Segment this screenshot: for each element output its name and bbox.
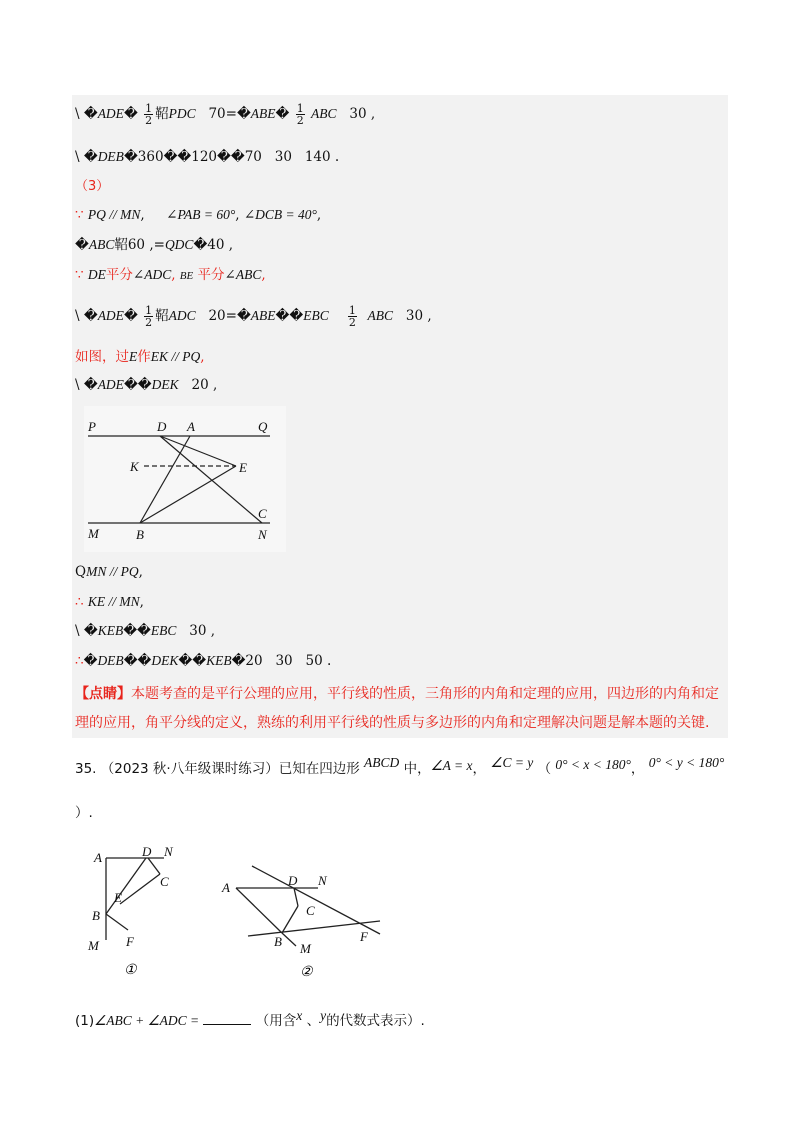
solution-line-9: \ �ADE��DEK 20 , xyxy=(75,377,218,393)
sub-question-1: (1)∠ABC + ∠ADC = （用含x 、y的代数式表示）. xyxy=(75,1008,425,1029)
label-M: M xyxy=(88,526,99,541)
label-P: P xyxy=(88,419,96,434)
solution-line-10: QMN // PQ, xyxy=(75,564,143,580)
label-A: A xyxy=(222,880,230,895)
label-B: B xyxy=(136,527,144,542)
label-E: E xyxy=(239,460,247,475)
label-C: C xyxy=(258,506,267,521)
solution-line-1: \ �ADE� $\frac{1}{2}$ 鞀PDC 70=�ABE� $\frac{1}{2}$ ABC 30 , xyxy=(75,102,376,127)
comment-paragraph xyxy=(75,680,727,738)
comment-text: 本题考查的是平行公理的应用，平行线的性质，三角形的内角和定理的应用，四边形的内角和定理的应用，角平分线的定义，熟练的利用平行线的性质与多边形的内角和定理解决问题是解本题的关键. xyxy=(75,686,719,731)
label-D: D xyxy=(157,419,167,434)
fraction-half: $\frac{1}{2}$ xyxy=(145,102,153,127)
label-K: K xyxy=(130,459,139,474)
solution-line-12: \ �KEB��EBC 30 , xyxy=(75,623,216,639)
figure-parallel-lines xyxy=(84,406,286,552)
caption-1: ① xyxy=(124,963,137,978)
solution-line-13: ∴�DEB��DEK��KEB�20 30 50 . xyxy=(75,653,332,669)
label-Q: Q xyxy=(258,419,268,434)
answer-blank[interactable] xyxy=(203,1010,251,1025)
label-C: C xyxy=(306,903,315,918)
solution-line-4: ∵ PQ // MN, ∠PAB = 60°, ∠DCB = 40°, xyxy=(75,207,322,223)
solution-line-8: 如图，过E作EK // PQ, xyxy=(75,349,205,365)
label-N: N xyxy=(318,873,327,888)
solution-line-5: �ABC鞀60 ,=QDC�40 , xyxy=(75,237,234,253)
solution-line-7: \ �ADE� $\frac{1}{2}$ 鞀ADC 20=�ABE��EBC $\frac{1}{2}$ ABC 30 , xyxy=(75,304,432,329)
label-B: B xyxy=(92,908,100,923)
figure-1-svg xyxy=(84,406,286,552)
question-35-close: ）. xyxy=(75,805,93,821)
solution-line-11: ∴ KE // MN, xyxy=(75,594,144,610)
question-number: 35. xyxy=(75,761,97,777)
label-D: D xyxy=(288,873,298,888)
label-C: C xyxy=(160,874,169,889)
figure-quad-2 xyxy=(218,858,388,982)
solution-line-2: \ �DEB�360��120��70 30 140 . xyxy=(75,149,340,165)
solution-line-6: ∵ DE平分∠ADC, BE 平分∠ABC, xyxy=(75,267,266,283)
label-N: N xyxy=(164,844,173,859)
label-D: D xyxy=(142,844,152,859)
question-35-line: 35. （2023 秋·八年级课时练习）已知在四边形 ABCD 中，∠A = x， ∠C = y （ 0° < x < 180°， 0° < y < 180° xyxy=(75,755,725,777)
figure-quad-1 xyxy=(86,838,196,982)
label-B: B xyxy=(274,934,282,949)
label-M: M xyxy=(88,938,99,953)
label-M: M xyxy=(300,941,311,956)
label-F: F xyxy=(360,929,368,944)
label-F: F xyxy=(126,934,134,949)
part-3-label: （3） xyxy=(75,179,110,194)
label-A: A xyxy=(187,419,195,434)
comment-tag: 【点睛】 xyxy=(75,686,131,702)
caption-2: ② xyxy=(300,965,313,980)
label-E: E xyxy=(114,890,122,905)
label-A: A xyxy=(94,850,102,865)
label-N: N xyxy=(258,527,267,542)
